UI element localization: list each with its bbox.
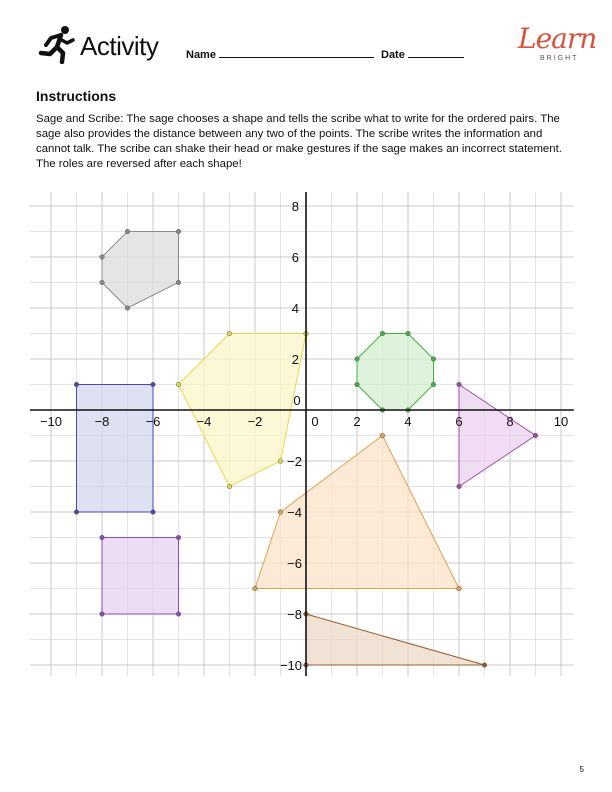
purple-triangle-vertex <box>457 484 462 489</box>
orange-quadrilateral-vertex <box>253 586 258 591</box>
running-person-icon <box>36 24 76 64</box>
x-tick-label: −6 <box>145 414 161 429</box>
yellow-pentagon-vertex <box>278 459 283 464</box>
yellow-pentagon-vertex <box>227 484 232 489</box>
x-tick-label: 6 <box>455 414 463 429</box>
purple-triangle-vertex <box>457 382 462 387</box>
green-octagon-vertex <box>380 331 385 336</box>
y-tick-label: −2 <box>287 454 302 469</box>
x-tick-label: 2 <box>353 414 361 429</box>
instructions-heading: Instructions <box>36 88 117 104</box>
blue-rectangle-vertex <box>151 382 156 387</box>
green-octagon-vertex <box>355 382 360 387</box>
orange-quadrilateral-vertex <box>457 586 462 591</box>
orange-quadrilateral-vertex <box>278 510 283 515</box>
gray-hexagon-vertex <box>176 280 181 285</box>
yellow-pentagon-vertex <box>227 331 232 336</box>
date-label: Date <box>381 49 405 61</box>
gray-hexagon-vertex <box>100 280 105 285</box>
y-tick-label: −8 <box>287 607 302 622</box>
origin-label: 0 <box>293 393 301 408</box>
x-tick-label: −8 <box>94 414 110 429</box>
logo-text: Learn <box>518 22 597 55</box>
y-tick-label: 8 <box>291 199 299 214</box>
violet-square-vertex <box>100 612 105 617</box>
blue-rectangle <box>77 385 154 513</box>
gray-hexagon-vertex <box>100 255 105 260</box>
violet-square-vertex <box>100 535 105 540</box>
green-octagon-vertex <box>431 382 436 387</box>
activity-title: Activity <box>80 31 159 61</box>
page-number: 5 <box>579 765 584 774</box>
name-line[interactable] <box>219 46 374 58</box>
y-tick-label: −6 <box>287 556 302 571</box>
purple-triangle-vertex <box>533 433 538 438</box>
y-tick-label: −10 <box>279 658 302 673</box>
x-tick-label: −2 <box>247 414 263 429</box>
yellow-pentagon-vertex <box>176 382 181 387</box>
blue-rectangle-vertex <box>74 510 79 515</box>
learn-bright-logo <box>518 22 598 66</box>
brown-triangle-vertex <box>482 663 487 668</box>
x-tick-label: 8 <box>506 414 514 429</box>
x-tick-label: 0 <box>311 414 319 429</box>
orange-quadrilateral-vertex <box>380 433 385 438</box>
x-tick-label: −10 <box>39 414 63 429</box>
green-octagon-vertex <box>406 331 411 336</box>
violet-square-vertex <box>176 612 181 617</box>
date-field[interactable] <box>381 46 464 61</box>
green-octagon-vertex <box>355 357 360 362</box>
x-tick-label: 10 <box>553 414 569 429</box>
y-tick-label: −4 <box>287 505 302 520</box>
coordinate-graph <box>30 192 582 676</box>
gray-hexagon <box>102 232 179 309</box>
y-tick-label: 2 <box>291 352 299 367</box>
page-header <box>36 22 597 72</box>
blue-rectangle-vertex <box>74 382 79 387</box>
logo-subtext: BRIGHT <box>540 55 579 62</box>
gray-hexagon-vertex <box>125 229 130 234</box>
y-tick-label: 6 <box>291 250 299 265</box>
blue-rectangle-vertex <box>151 510 156 515</box>
gray-hexagon-vertex <box>176 229 181 234</box>
x-tick-label: −4 <box>196 414 212 429</box>
violet-square <box>102 538 179 615</box>
green-octagon-vertex <box>431 357 436 362</box>
name-field[interactable] <box>186 46 374 61</box>
date-line[interactable] <box>408 46 464 58</box>
violet-square-vertex <box>176 535 181 540</box>
x-tick-label: 4 <box>404 414 412 429</box>
purple-triangle <box>459 385 536 487</box>
y-tick-label: 4 <box>291 301 299 316</box>
gray-hexagon-vertex <box>125 306 130 311</box>
green-octagon <box>357 334 434 411</box>
name-label: Name <box>186 49 216 61</box>
instructions-text: Sage and Scribe: The sage chooses a shape and tells the scribe what to write for the ordered pairs. The sage also provides the distance between any two of the points. The scribe writes the information and cannot talk. The scribe can shake their head or make gestures if the sage makes an incorrect statement. The roles are reversed after each shape! <box>36 113 562 170</box>
